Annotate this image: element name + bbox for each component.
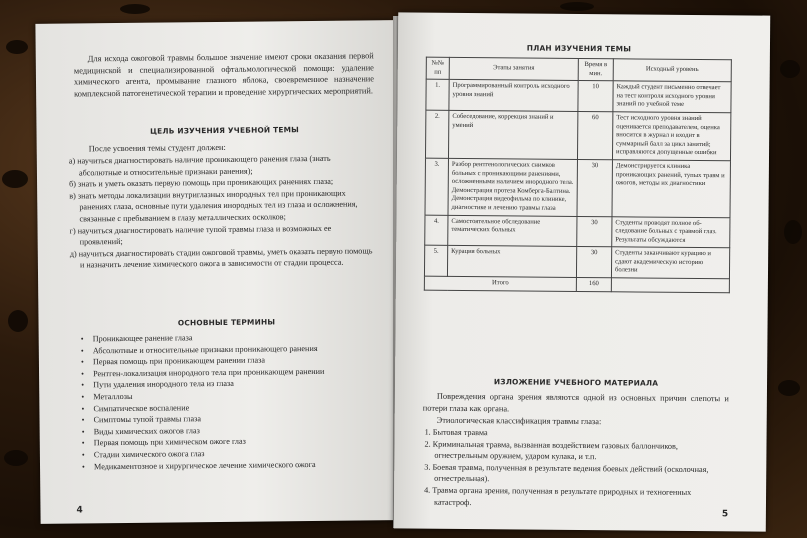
header-cell: Время в мин. xyxy=(578,58,613,80)
leopard-spot xyxy=(784,220,802,244)
header-cell: Исходный уровень xyxy=(613,59,731,82)
goal-item: а) научиться диагностировать наличие проникающего ранения глаза (знать абсолютные и относительные признаки ранения); xyxy=(68,153,331,178)
term-item: • Виды химических ожогов глаз xyxy=(80,423,378,438)
table-header-row xyxy=(426,57,731,82)
leopard-spot xyxy=(4,450,28,466)
header-cell: №№ пп xyxy=(426,57,449,79)
classification-item: 3. Боевая травма, полученная в результате ведения боевых действий (осколочная, огнестрельная). xyxy=(424,462,709,484)
table-cell: 1. xyxy=(426,79,449,110)
table-cell: 4. xyxy=(425,215,448,246)
table-row xyxy=(425,110,730,161)
intro-paragraph: Для исхода ожоговой травмы большое значение имеют сроки оказания первой медицинской и специализированной офтальмологической помощи: удаление химического агента, промывание глазного яблока, своевременное назначение комплексной патогенетической терапии и проведение хирургических мероприятий. xyxy=(73,51,375,99)
table-cell: Демонстрируется клиника проникающих ранений, тупых травм и ожогов, методы их диагностики xyxy=(612,160,730,218)
table-cell: Программированный контроль исходного уровня знаний xyxy=(449,80,578,112)
term-item: • Рентген-локализация инородного тела при проникающем ранении xyxy=(79,365,377,380)
classification-item: 1. Бытовая травма xyxy=(424,427,488,438)
table-cell: Тест исходного уровня знаний оценивается преподавателем, оценка вносится в журнал и входит в суммарный балл за цикл занятий; исправляются допущенные ошибки xyxy=(612,112,730,161)
table-total-row xyxy=(424,276,729,292)
table-row xyxy=(425,215,730,248)
table-cell: Собеседование, коррекция знаний и умений xyxy=(448,110,577,159)
table-cell: Каждый студент письменно отвечает на тест контроля исходного уровня знаний по учебной теме xyxy=(613,81,731,113)
leopard-spot xyxy=(560,2,594,11)
table-row xyxy=(426,79,731,112)
plan-heading: ПЛАН ИЗУЧЕНИЯ ТЕМЫ xyxy=(526,43,632,54)
term-item: • Пути удаления инородного тела из глаза xyxy=(79,377,377,392)
table-cell: 5. xyxy=(424,245,447,276)
header-cell: Этапы занятия xyxy=(449,57,578,80)
left-page xyxy=(35,20,398,524)
term-item: • Стадии химического ожога глаз xyxy=(80,446,378,461)
table-cell: 30 xyxy=(576,247,611,278)
terms-heading: ОСНОВНЫЕ ТЕРМИНЫ xyxy=(177,317,276,328)
goal-intro: После усвоения темы студент должен: xyxy=(88,142,226,154)
leopard-spot xyxy=(780,60,800,78)
total-value: 160 xyxy=(576,278,611,292)
table-cell: Разбор рентгенологических снимков больных с проникающими ранениями, осложненными наличием инородного тела. Демонстрация протеза Комберга-Балтина. Демонстрация видеофильма по клинике, диагностике и лечению травмы глаза xyxy=(448,158,577,216)
material-intro: Повреждения органа зрения являются одной из основных причин слепоты и потери глаза как органа. xyxy=(422,391,729,413)
leopard-spot xyxy=(6,40,28,54)
total-label: Итого xyxy=(424,276,576,291)
table-cell: 60 xyxy=(577,111,612,159)
term-item: • Проникающее ранение глаза xyxy=(79,330,377,345)
classification-item: 4. Травма органа зрения, полученная в результате природных и техногенных катастроф. xyxy=(424,485,692,507)
term-item: • Металлозы xyxy=(79,388,377,403)
term-item: • Медикаментозное и хирургическое лечение химического ожога xyxy=(80,458,378,473)
term-item: • Первая помощь при проникающем ранении глаза xyxy=(79,354,377,369)
table-cell: 3. xyxy=(425,158,448,215)
classification-item: 2. Криминальная травма, вызванная воздействием газовых баллончиков, огнестрельным оружием, ударом кулака, и т.п. xyxy=(424,439,678,462)
page-number-right: 5 xyxy=(721,509,729,520)
table-cell: 2. xyxy=(425,110,448,158)
table-cell: Самостоятельное обследование тематических больных xyxy=(448,215,577,247)
goal-item: д) научиться диагностировать стадии ожоговой травмы, уметь оказать первую помощь и назначить лечение химического ожога в зависимости от стадии процесса. xyxy=(69,246,373,270)
term-item: • Симптомы тупой травмы глаза xyxy=(79,411,377,426)
right-page xyxy=(394,12,770,531)
table-row xyxy=(425,158,730,217)
classification-list xyxy=(424,427,729,511)
material-heading: ИЗЛОЖЕНИЕ УЧЕБНОГО МАТЕРИАЛА xyxy=(493,377,659,388)
table-row xyxy=(424,245,729,278)
table-cell: Студенты проводят полное обследование больных с травмой глаз. Результаты обсуждаются xyxy=(612,216,730,248)
goal-heading: ЦЕЛЬ ИЗУЧЕНИЯ УЧЕБНОЙ ТЕМЫ xyxy=(150,125,300,136)
table-cell: Курация больных xyxy=(447,246,576,278)
page-number-left: 4 xyxy=(76,505,83,516)
terms-list xyxy=(79,330,378,472)
goals-list xyxy=(69,152,376,271)
goal-item: г) научиться диагностировать наличие тупой травмы глаза и возможных ее проявлений; xyxy=(69,223,332,247)
leopard-spot xyxy=(8,310,28,332)
plan-table xyxy=(424,57,732,293)
leopard-spot xyxy=(120,4,150,14)
table-cell: Студенты заканчивают курацию и сдают академическую историю болезни xyxy=(611,247,729,279)
goal-item: б) знать и уметь оказать первую помощь при проникающих ранениях глаза; xyxy=(69,176,334,189)
term-item: • Абсолютные и относительные признаки проникающего ранения xyxy=(79,342,377,357)
leopard-spot xyxy=(2,170,28,188)
classification-intro: Этиологическая классификация травмы глаза: xyxy=(436,415,602,427)
table-cell: 10 xyxy=(578,81,613,112)
goal-item: в) знать методы локализации внутриглазных инородных тел при проникающих ранениях глаза, основные пути удаления инородных тел из глаза и осложнения, связанные с пребыванием в глазу металлических осколков; xyxy=(69,188,358,224)
table-cell: 30 xyxy=(577,216,612,247)
table-cell xyxy=(611,278,729,293)
term-item: • Симпатическое воспаление xyxy=(79,400,377,415)
term-item: • Первая помощь при химическом ожоге глаз xyxy=(80,435,378,450)
table-cell: 30 xyxy=(577,159,612,216)
leopard-spot xyxy=(778,380,800,396)
